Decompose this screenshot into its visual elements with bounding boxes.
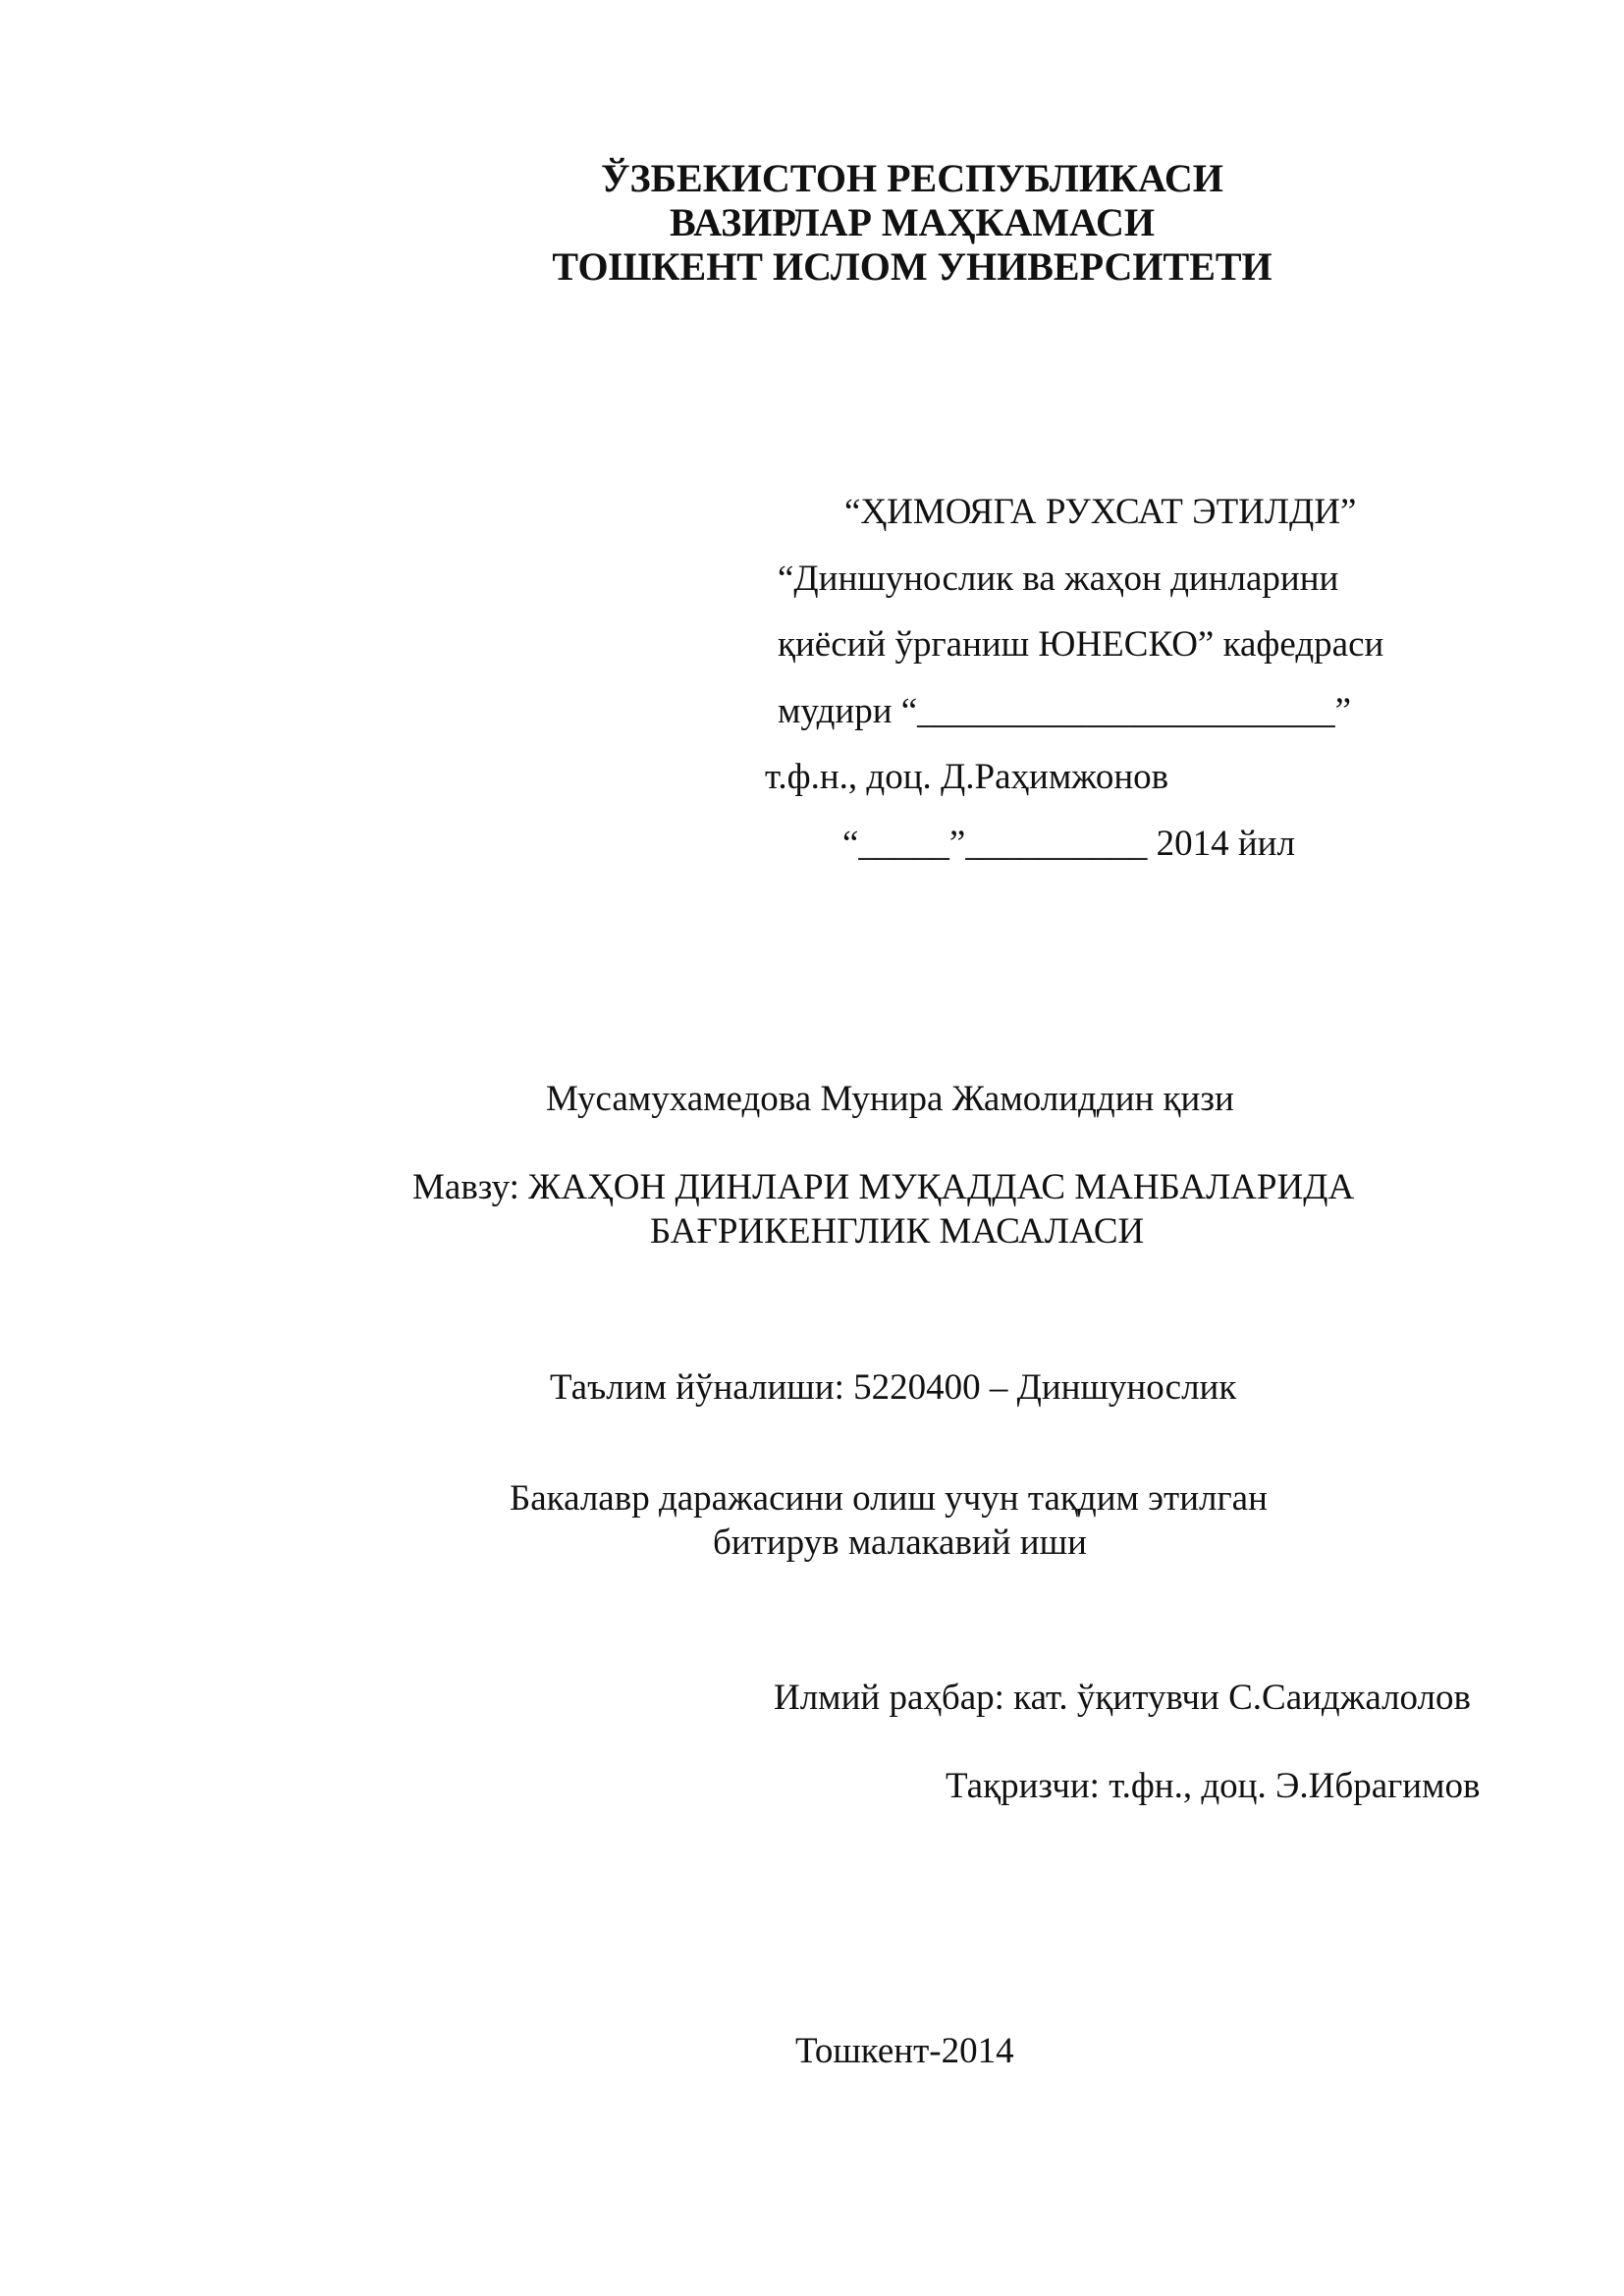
approval-date: “_____”__________ 2014 йил (842, 824, 1295, 864)
header-country: ЎЗБЕКИСТОН РЕСПУБЛИКАСИ (601, 156, 1223, 200)
purpose-line1: Бакалавр даражасини олиш учун тақдим этилган (510, 1478, 1268, 1519)
reviewer: Тақризчи: т.фн., доц. Э.Ибрагимов (946, 1766, 1481, 1806)
study-direction: Таълим йўналиши: 5220400 – Диншунослик (550, 1367, 1237, 1408)
approval-head-signature: мудири “_______________________” (778, 691, 1352, 731)
author-name: Мусамухамедова Мунира Жамолиддин қизи (546, 1079, 1234, 1119)
supervisor: Илмий раҳбар: кат. ўқитувчи С.Саиджалолов (774, 1678, 1471, 1718)
approval-department-line2: қиёсий ўрганиш ЮНЕСКО” кафедраси (778, 624, 1384, 665)
approval-head-name: т.ф.н., доц. Д.Раҳимжонов (765, 757, 1169, 797)
approval-department-line1: “Диншунослик ва жаҳон динларини (778, 559, 1339, 599)
footer-city-year: Тошкент-2014 (795, 2031, 1014, 2071)
topic-line2: БАҒРИКЕНГЛИК МАСАЛАСИ (650, 1211, 1145, 1252)
purpose-line2: битирув малакавий иши (713, 1522, 1087, 1563)
header-cabinet: ВАЗИРЛАР МАҲКАМАСИ (670, 200, 1155, 244)
header-university: ТОШКЕНТ ИСЛОМ УНИВЕРСИТЕТИ (552, 244, 1272, 289)
topic-line1: Мавзу: ЖАҲОН ДИНЛАРИ МУҚАДДАС МАНБАЛАРИДА (412, 1167, 1355, 1207)
approval-title: “ҲИМОЯГА РУХСАТ ЭТИЛДИ” (844, 492, 1357, 532)
